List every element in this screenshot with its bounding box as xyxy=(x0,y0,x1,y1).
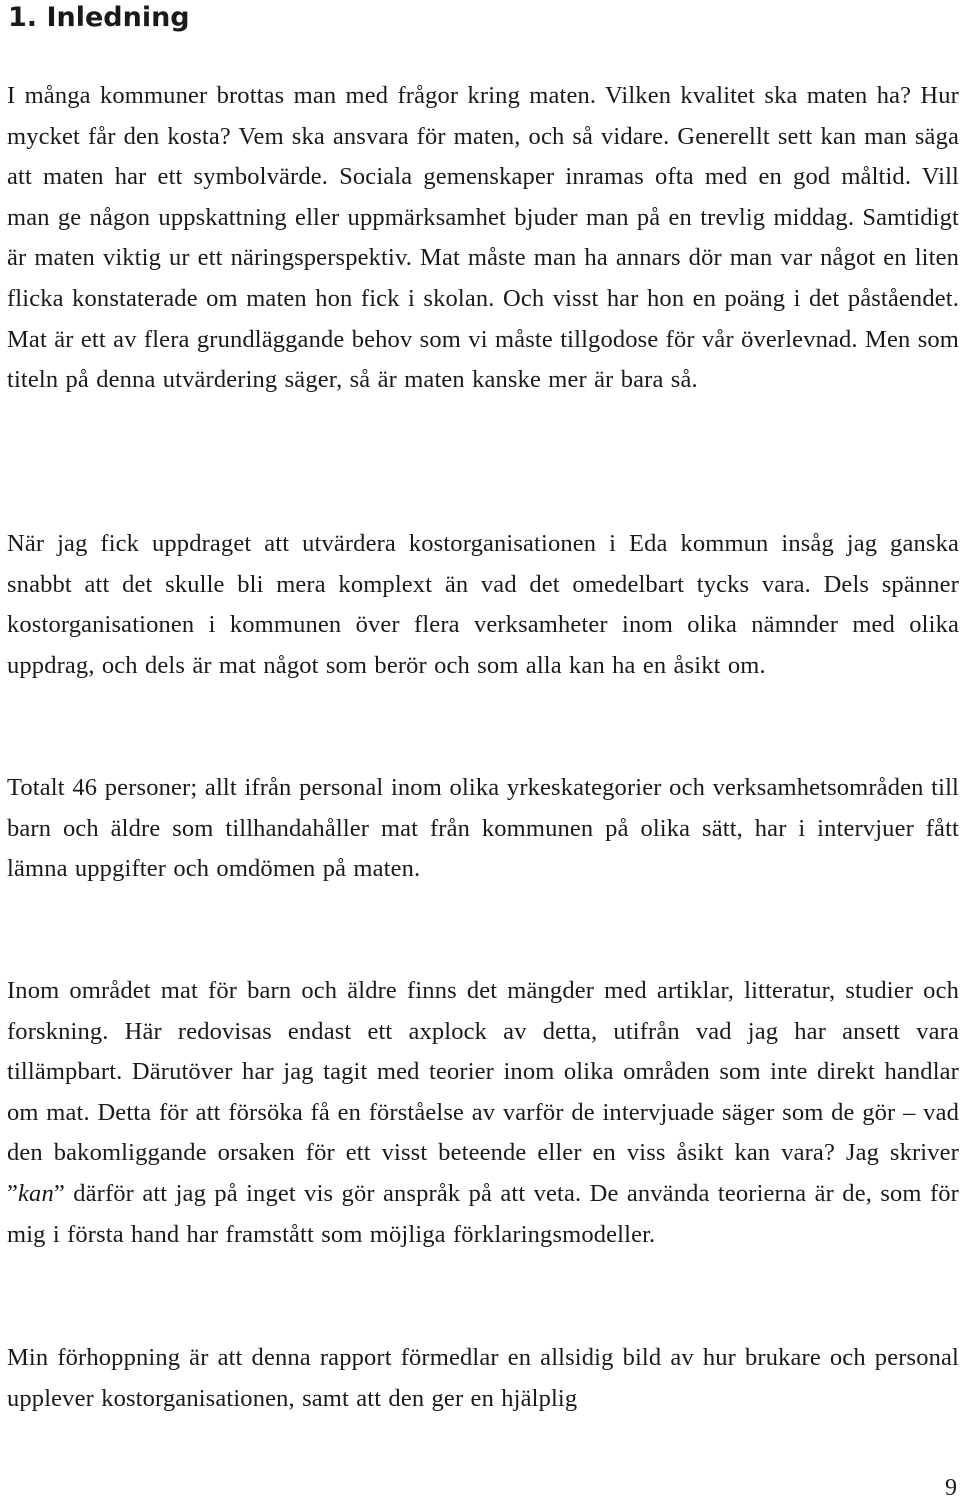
emphasized-word: kan xyxy=(18,1179,54,1207)
section-heading: 1. Inledning xyxy=(8,2,190,33)
paragraph-theories-text-before: Inom området mat för barn och äldre finns det mängder med artiklar, litteratur, studier och forskning. Här redovisas endast ett axplock av detta, utifrån vad jag har ansett vara tillämpbart. Därutöver har jag tagit med teorier inom olika områden som inte direkt handlar om mat. Detta för att försöka få en förståelse av varför de intervjuade säger som de gör – vad den bakomliggande orsaken för ett visst beteende eller en viss åsikt kan vara? Jag skriver ” xyxy=(7,977,959,1207)
paragraph-hope: Min förhoppning är att denna rapport förmedlar en allsidig bild av hur brukare och personal upplever kostorganisationen, samt att den ger en hjälplig xyxy=(7,1344,959,1412)
paragraph-assignment: När jag fick uppdraget att utvärdera kostorganisationen i Eda kommun insåg jag ganska snabbt att det skulle bli mera komplext än vad det omedelbart tycks vara. Dels spänner kostorganisationen i kommunen över flera verksamheter inom olika nämnder med olika uppdrag, och dels är mat något som berör och som alla kan ha en åsikt om. xyxy=(7,530,959,679)
paragraph-theories xyxy=(7,971,959,1255)
paragraph-theories-text-after: ” därför att jag på inget vis gör anspråk på att veta. De använda teorierna är de, som för mig i första hand har framstått som möjliga förklaringsmodeller. xyxy=(7,1179,959,1248)
paragraph-interviews: Totalt 46 personer; allt ifrån personal inom olika yrkeskategorier och verksamhetsområden till barn och äldre som tillhandahåller mat från kommunen på olika sätt, har i intervjuer fått lämna uppgifter och omdömen på maten. xyxy=(7,774,959,883)
paragraph-introduction: I många kommuner brottas man med frågor kring maten. Vilken kvalitet ska maten ha? Hur mycket får den kosta? Vem ska ansvara för maten, och så vidare. Generellt sett kan man säga att maten har ett symbolvärde. Sociala gemenskaper inramas ofta med en god måltid. Vill man ge någon uppskattning eller uppmärksamhet bjuder man på en trevlig middag. Samtidigt är maten viktig ur ett näringsperspektiv. Mat måste man ha annars dör man var något en liten flicka konstaterade om maten hon fick i skolan. Och visst har hon en poäng i det påståendet. Mat är ett av flera grundläggande behov som vi måste tillgodose för vår överlevnad. Men som titeln på denna utvärdering säger, så är maten kanske mer är bara så. xyxy=(7,82,959,394)
page-number: 9 xyxy=(945,1475,957,1501)
